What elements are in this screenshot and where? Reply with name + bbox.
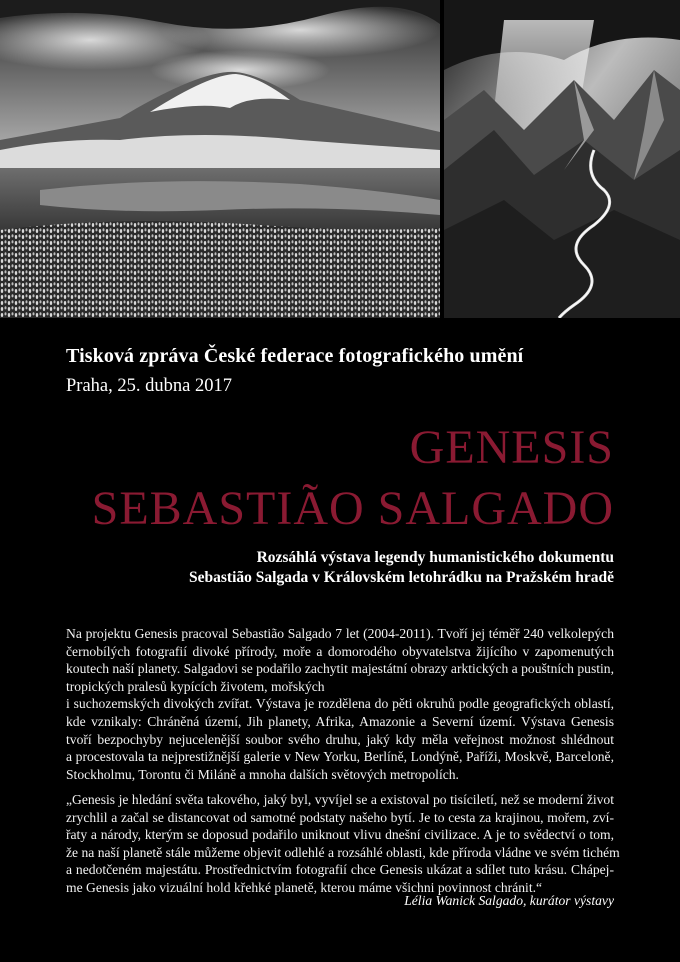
photo-mountain-valley <box>444 0 680 318</box>
subtitle-line: Rozsáhlá výstava legendy humanistického dokumentu <box>256 549 614 566</box>
subtitle-line: Sebastião Salgada v Královském letohrádku na Pražském hradě <box>189 569 614 586</box>
press-release-date: Praha, 25. dubna 2017 <box>66 376 232 396</box>
paragraph-line: Na projektu Genesis pracoval Sebastião Salgado 7 let (2004-2011). Tvoří jej téměř 240 velkolepých <box>66 626 614 641</box>
photo-volcano-penguins <box>0 0 440 318</box>
curator-signature: Lélia Wanick Salgado, kurátor výstavy <box>404 893 614 908</box>
paragraph-line: koutech naší planety. Salgadovi se podařilo zachytit majestátní obrazy arktických a pouštních pustin, <box>66 661 615 677</box>
paragraph-line: a nedotčeném majestátu. Prostřednictvím fotografií chce Genesis ukázat a sdílet tuto krásu. Chápej- <box>66 862 614 878</box>
paragraph-line: řaty a národy, kterým se doposud podařilo uniknout vlivu dnešní civilizace. A je to svědectví o tom, <box>66 827 614 843</box>
paragraph-line: černobílých fotografií divoké přírody, moře a domorodého obyvatelstva žijícího v zapomenutých <box>66 643 614 659</box>
paragraph-line: „Genesis je hledání světa takového, jaký byl, vyvíjel se a existoval po tisíciletí, než se moderní život <box>66 792 614 807</box>
paragraph-line: že na naší planetě stále můžeme objevit odlehlé a rozsáhlé oblasti, kde příroda vládne ve svém tichém <box>66 844 620 860</box>
press-release-title: Tisková zpráva České federace fotografického umění <box>66 345 524 367</box>
paragraph-line: me Genesis jako vizuální hold křehké planetě, kterou máme všichni povinnost chránit.“ <box>66 879 543 895</box>
paragraph-line: i suchozemských divokých zvířat. Výstava je rozdělena do pěti okruhů podle geografických oblastí, <box>66 696 614 712</box>
volcano-penguins-illustration <box>0 0 440 318</box>
intro-paragraph <box>66 625 614 783</box>
mountain-valley-illustration <box>444 0 680 318</box>
subtitle <box>189 548 614 588</box>
header-photographs <box>0 0 680 318</box>
exhibition-title: GENESIS <box>409 421 614 474</box>
paragraph-line: a procestovala ta nejprestižnější galerie v New Yorku, Berlíně, Londýně, Paříži, Moskvě, Barceloně, <box>66 749 614 765</box>
paragraph-line: Stockholmu, Torontu či Miláně a mnoha dalších světových metropolích. <box>66 766 459 782</box>
paragraph-line: kde vznikaly: Chráněná území, Jih planety, Afrika, Amazonie a Severní území. Výstava Genesis <box>66 713 614 729</box>
photographer-name: SEBASTIÃO SALGADO <box>91 482 614 535</box>
paragraph-line: tvoří bezpochyby nejucelenější soubor svého druhu, jaký kdy měla veřejnost možnost shlédnout <box>66 731 614 747</box>
paragraph-line: tropických pralesů kypících životem, mořských <box>66 678 325 694</box>
paragraph-line: zrychlil a začal se distancovat od samotné podstaty našeho bytí. Je to cesta za krajinou, mořem, zví- <box>66 809 614 825</box>
quote-paragraph <box>66 791 620 897</box>
